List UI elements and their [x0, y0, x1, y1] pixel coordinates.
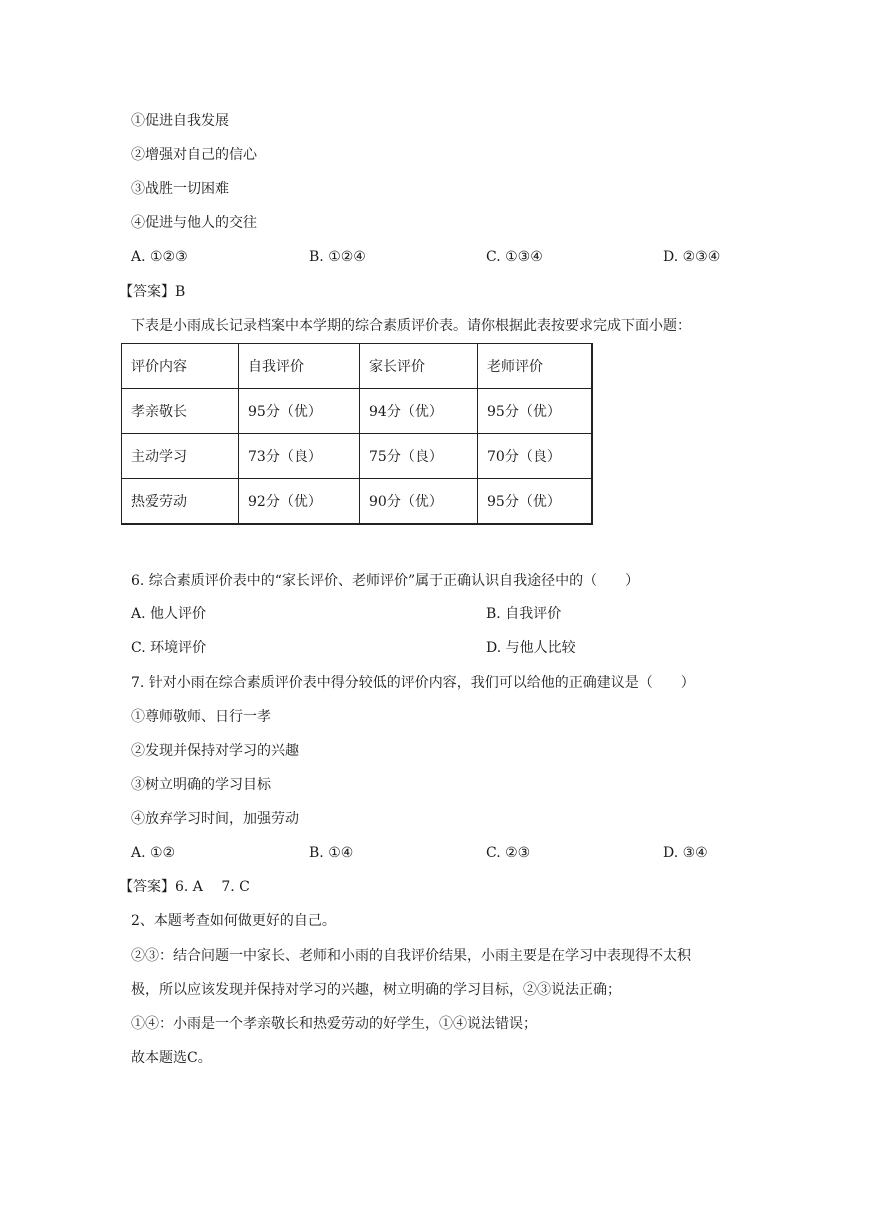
q7-option-b: B. ①④ — [309, 845, 354, 861]
q7-option-d: D. ③④ — [663, 845, 708, 861]
table-cell: 孝亲敬长 — [122, 389, 239, 434]
q6-option-b: B. 自我评价 — [486, 606, 562, 622]
table-cell: 73分（良） — [239, 434, 360, 479]
table-header-cell: 老师评价 — [478, 344, 593, 389]
q6-option-a: A. 他人评价 — [131, 606, 207, 622]
explanation-line: ②③：结合问题一中家长、老师和小雨的自我评价结果，小雨主要是在学习中表现得不太积 — [131, 948, 691, 964]
q5-answer: 【答案】B — [119, 284, 186, 300]
table-cell: 70分（良） — [478, 434, 593, 479]
q5-option-c: C. ①③④ — [486, 249, 543, 265]
q5-item-4: ④促进与他人的交往 — [131, 215, 257, 231]
q5-option-b: B. ①②④ — [309, 249, 366, 265]
q7-item-4: ④放弃学习时间，加强劳动 — [131, 811, 299, 827]
q7-item-3: ③树立明确的学习目标 — [131, 777, 271, 793]
table-cell: 90分（优） — [360, 479, 478, 525]
table-header-cell: 自我评价 — [239, 344, 360, 389]
explanation-line: ①④：小雨是一个孝亲敬长和热爱劳动的好学生，①④说法错误； — [131, 1016, 537, 1032]
table-row — [122, 479, 593, 525]
table-cell: 94分（优） — [360, 389, 478, 434]
table-cell: 75分（良） — [360, 434, 478, 479]
table-row — [122, 434, 593, 479]
q6-q7-answer: 【答案】6. A 7. C — [119, 879, 250, 895]
evaluation-table — [121, 343, 593, 525]
table-cell: 95分（优） — [239, 389, 360, 434]
table-cell: 热爱劳动 — [122, 479, 239, 525]
q5-item-1: ①促进自我发展 — [131, 113, 229, 129]
table-header-cell: 家长评价 — [360, 344, 478, 389]
table-cell: 92分（优） — [239, 479, 360, 525]
q5-option-a: A. ①②③ — [131, 249, 188, 265]
q6-option-c: C. 环境评价 — [131, 640, 207, 656]
q7-stem: 7. 针对小雨在综合素质评价表中得分较低的评价内容，我们可以给他的正确建议是（ ） — [131, 675, 695, 691]
q5-item-2: ②增强对自己的信心 — [131, 147, 257, 163]
table-row — [122, 389, 593, 434]
explanation-line: 故本题选C。 — [131, 1050, 212, 1066]
table-cell: 95分（优） — [478, 389, 593, 434]
q7-option-a: A. ①② — [131, 845, 176, 861]
q6-stem: 6. 综合素质评价表中的“家长评价、老师评价”属于正确认识自我途径中的（ ） — [131, 573, 640, 589]
q7-item-1: ①尊师敬师、日行一孝 — [131, 709, 271, 725]
explanation-line: 极，所以应该发现并保持对学习的兴趣，树立明确的学习目标，②③说法正确； — [131, 982, 621, 998]
q6-option-d: D. 与他人比较 — [486, 640, 576, 656]
q5-option-d: D. ②③④ — [663, 249, 721, 265]
q7-option-c: C. ②③ — [486, 845, 531, 861]
table-intro: 下表是小雨成长记录档案中本学期的综合素质评价表。请你根据此表按要求完成下面小题： — [131, 318, 691, 334]
table-header-cell: 评价内容 — [122, 344, 239, 389]
table-header-row — [122, 344, 593, 389]
q7-item-2: ②发现并保持对学习的兴趣 — [131, 743, 299, 759]
explanation-line: 2、本题考查如何做更好的自己。 — [131, 913, 336, 929]
table-cell: 95分（优） — [478, 479, 593, 525]
q5-item-3: ③战胜一切困难 — [131, 181, 229, 197]
table-cell: 主动学习 — [122, 434, 239, 479]
